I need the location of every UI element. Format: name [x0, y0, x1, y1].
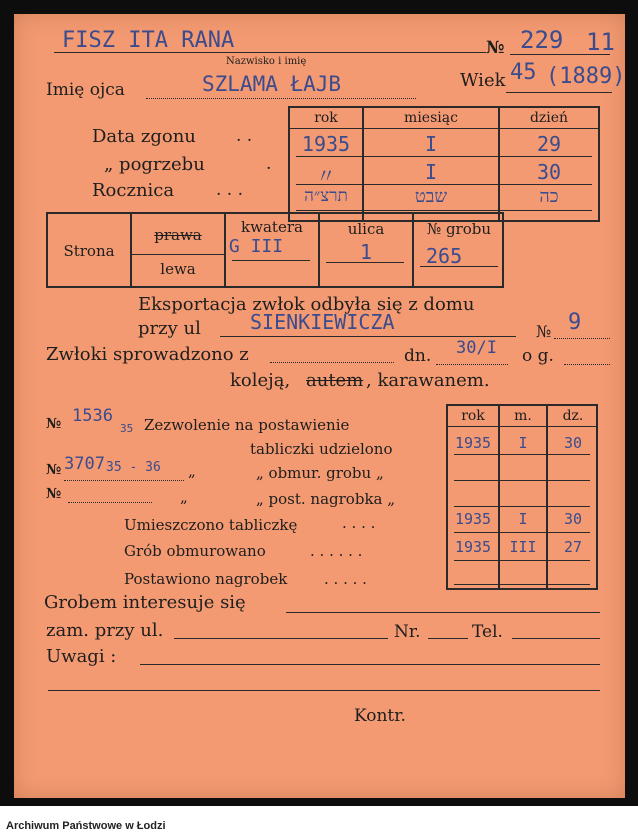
permit-2-text: „ obmur. grobu „	[256, 464, 384, 482]
dates-header-rule	[288, 128, 600, 129]
notes-line-1	[140, 664, 600, 665]
permits-row-4-month: I	[518, 510, 528, 528]
permit-1-suffix: 35	[120, 422, 134, 435]
house-label: №	[536, 322, 552, 341]
quarter-rule	[232, 260, 310, 261]
quarter-label: kwatera	[241, 218, 303, 236]
permit-3-text: „ post. nagrobka „	[256, 490, 396, 508]
address-label: zam. przy ul.	[46, 620, 164, 641]
permits-row-5-year: 1935	[454, 538, 492, 556]
permits-table	[446, 404, 598, 590]
export-street-prefix: przy ul	[138, 318, 201, 339]
permits-rule-2	[454, 480, 590, 481]
dates-rule-1	[296, 156, 592, 157]
export-text: Eksportacja zwłok odbyła się z domu	[138, 294, 475, 315]
address-line	[174, 638, 388, 639]
father-line	[146, 98, 416, 99]
street-value: 1	[359, 240, 373, 264]
phone-line	[512, 638, 600, 639]
burial-record-card	[14, 14, 625, 798]
method-hearse: , karawanem.	[366, 370, 490, 391]
dates-col-day: dzień	[529, 110, 569, 126]
dates-col-year: rok	[314, 110, 338, 126]
grave-walled-dots: . . . . . .	[310, 542, 363, 560]
number-line	[510, 54, 610, 55]
tombstone-label: Postawiono nagrobek	[124, 570, 288, 588]
permit-1-number: 1536	[72, 406, 113, 426]
dates-col-month: miesiąc	[404, 110, 458, 126]
dates-rule-3	[296, 210, 592, 211]
death-date-label: Data zgonu	[92, 126, 196, 147]
number-extra: 11	[586, 28, 615, 56]
permits-row-5-day: 27	[563, 538, 583, 556]
father-value: SZLAMA ŁAJB	[202, 72, 342, 96]
permit-1-text: Zezwolenie na postawienie	[144, 416, 350, 434]
control-label: Kontr.	[354, 706, 406, 726]
permit-2-suffix: 35 - 36	[106, 460, 161, 475]
permits-row-1-day: 30	[563, 434, 583, 452]
permits-row-4-day: 30	[563, 510, 583, 528]
permits-rule-3	[454, 506, 590, 507]
quarter-value: G III	[228, 236, 284, 257]
permits-rule-1	[454, 454, 590, 455]
death-date-dots: . .	[236, 126, 253, 146]
permits-col-year: rok	[461, 408, 485, 424]
father-label: Imię ojca	[46, 80, 125, 100]
age-value: 45	[510, 60, 537, 85]
brought-label: Zwłoki sprowadzono z	[46, 344, 249, 365]
side-right-label: prawa	[154, 226, 202, 244]
burial-date-label: „ pogrzebu	[104, 154, 205, 175]
surname-name-line	[54, 52, 486, 53]
burial-date-dots: .	[266, 154, 272, 174]
notes-label: Uwagi :	[46, 646, 117, 667]
brought-date-label: dn.	[404, 346, 432, 366]
age-year: (1889)	[546, 64, 626, 89]
address-nr-label: Nr.	[394, 622, 421, 642]
permits-rule-4	[454, 532, 590, 533]
surname-name-caption: Nazwisko i imię	[226, 56, 307, 67]
tombstone-dots: . . . . .	[324, 570, 367, 588]
side-left-label: lewa	[160, 260, 196, 278]
street-label: ulica	[347, 220, 385, 238]
anniversary-dots: . . .	[216, 180, 244, 200]
street-rule	[326, 262, 404, 263]
house-value: 9	[568, 310, 582, 335]
permits-row-4-year: 1935	[454, 510, 492, 528]
anniversary-year: תרצ״ה	[304, 186, 348, 206]
permit-2-number: 3707	[64, 454, 105, 474]
phone-label: Tel.	[472, 622, 503, 642]
age-label: Wiek	[460, 70, 506, 91]
brought-date-value: 30/I	[456, 338, 497, 358]
grave-label: № grobu	[426, 220, 492, 238]
anniversary-day: כה	[539, 186, 559, 207]
brought-date-line	[436, 364, 508, 365]
anniversary-label: Rocznica	[92, 180, 175, 201]
death-year: 1935	[301, 132, 351, 156]
permits-row-1-year: 1935	[454, 434, 492, 452]
interested-label: Grobem interesuje się	[44, 592, 246, 613]
permits-row-1-month: I	[518, 434, 528, 452]
burial-year: 〃	[316, 164, 336, 188]
method-car: autem	[306, 370, 364, 391]
permits-col-month: m.	[514, 408, 532, 424]
death-day: 29	[536, 132, 562, 156]
location-side-rule	[132, 254, 224, 255]
archive-footer	[0, 806, 638, 840]
notes-line-2	[48, 690, 600, 691]
house-line	[554, 338, 610, 339]
permits-rule-5	[454, 560, 590, 561]
grave-walled-label: Grób obmurowano	[124, 542, 266, 560]
side-label: Strona	[63, 242, 115, 260]
permits-rule-6	[454, 584, 590, 585]
brought-hour-label: o g.	[522, 346, 554, 366]
burial-day: 30	[536, 160, 562, 184]
brought-hour-line	[564, 364, 610, 365]
archive-name: Archiwum Państwowe w Łodzi	[6, 820, 166, 832]
permits-row-5-month: III	[509, 538, 537, 556]
permits-col-day: dz.	[562, 408, 584, 424]
permit-3-no-sign: №	[46, 486, 62, 502]
number-label: №	[486, 38, 505, 58]
permit-3-line	[68, 502, 152, 503]
address-nr-line	[428, 638, 468, 639]
export-street-value: SIENKIEWICZA	[250, 310, 395, 334]
age-line	[506, 92, 612, 93]
tablet-placed-label: Umieszczono tabliczkę	[124, 516, 298, 534]
surname-name-value: FISZ ITA RANA	[62, 28, 235, 53]
grave-rule	[420, 266, 498, 267]
burial-month: I	[424, 160, 438, 184]
brought-line	[270, 362, 394, 363]
permits-header-rule	[446, 426, 598, 427]
method-rail: koleją,	[230, 370, 291, 391]
permit-2-line	[64, 480, 184, 481]
death-month: I	[424, 132, 438, 156]
export-street-line	[220, 336, 516, 337]
permit-3-quote: „	[180, 488, 188, 506]
tablet-placed-dots: . . . .	[342, 514, 376, 532]
permits-divider-2	[546, 404, 548, 590]
permits-divider-1	[498, 404, 500, 590]
permit-2-quote: „	[188, 462, 196, 480]
anniversary-month: שבט	[414, 186, 448, 207]
permit-2-no-sign: №	[46, 462, 62, 478]
permit-1-no-sign: №	[46, 416, 62, 432]
number-value: 229	[520, 26, 564, 54]
grave-value: 265	[426, 244, 463, 268]
permit-1-text-2: tabliczki udzielono	[250, 440, 393, 458]
interested-line	[286, 612, 600, 613]
